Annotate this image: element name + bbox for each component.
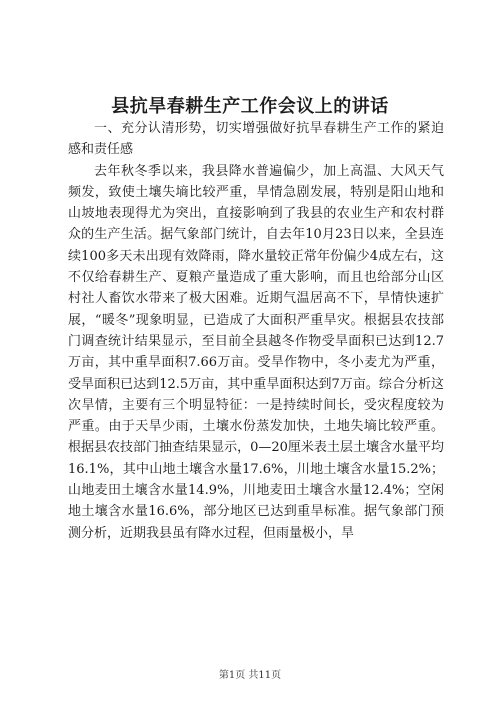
page-footer: 第1页 共11页	[218, 670, 282, 681]
body-paragraph: 去年秋冬季以来，我县降水普遍偏少，加上高温、大风天气频发，致使土壤失墒比较严重，旱情急剧发展，特别是阳山地和山坡地表现得尤为突出，直接影响到了我县的农业生产和农村群众的生产生活。据气象部门统计，自去年10月23日以来，全县连续100多天未出现有效降雨，降水量较正常年份偏少4成左右，这不仅给春耕生产、夏粮产量造成了重大影响，而且也给部分山区村社人畜饮水带来了极大困难。近期气温居高不下，旱情快速扩展，“暖冬”现象明显，已造成了大面积严重旱灾。根据县农技部门调查统计结果显示，至目前全县越冬作物受旱面积已达到12.7万亩，其中重旱面积7.66万亩。受旱作物中，冬小麦尤为严重，受旱面积已达到12.5万亩，其中重旱面积达到7万亩。综合分析这次旱情，主要有三个明显特征：一是持续时间长，受灾程度较为严重。由于天旱少雨，土壤水份蒸发加快，土地失墒比较严重。根据县农技部门抽查结果显示，0—20厘米表土层土壤含水量平均16.1%，其中山地土壤含水量17.6%，川地土壤含水量15.2%；山地麦田土壤含水量14.9%，川地麦田土壤含水量12.4%；空闲地土壤含水量16.6%，部分地区已达到重旱标准。据气象部门预测分析，近期我县虽有降水过程，但雨量极小，旱	[68, 163, 444, 541]
document-body	[68, 118, 444, 544]
section-heading: 一、充分认清形势，切实增强做好抗旱春耕生产工作的紧迫感和责任感	[68, 121, 444, 158]
document-title: 县抗旱春耕生产工作会议上的讲话	[111, 96, 389, 117]
